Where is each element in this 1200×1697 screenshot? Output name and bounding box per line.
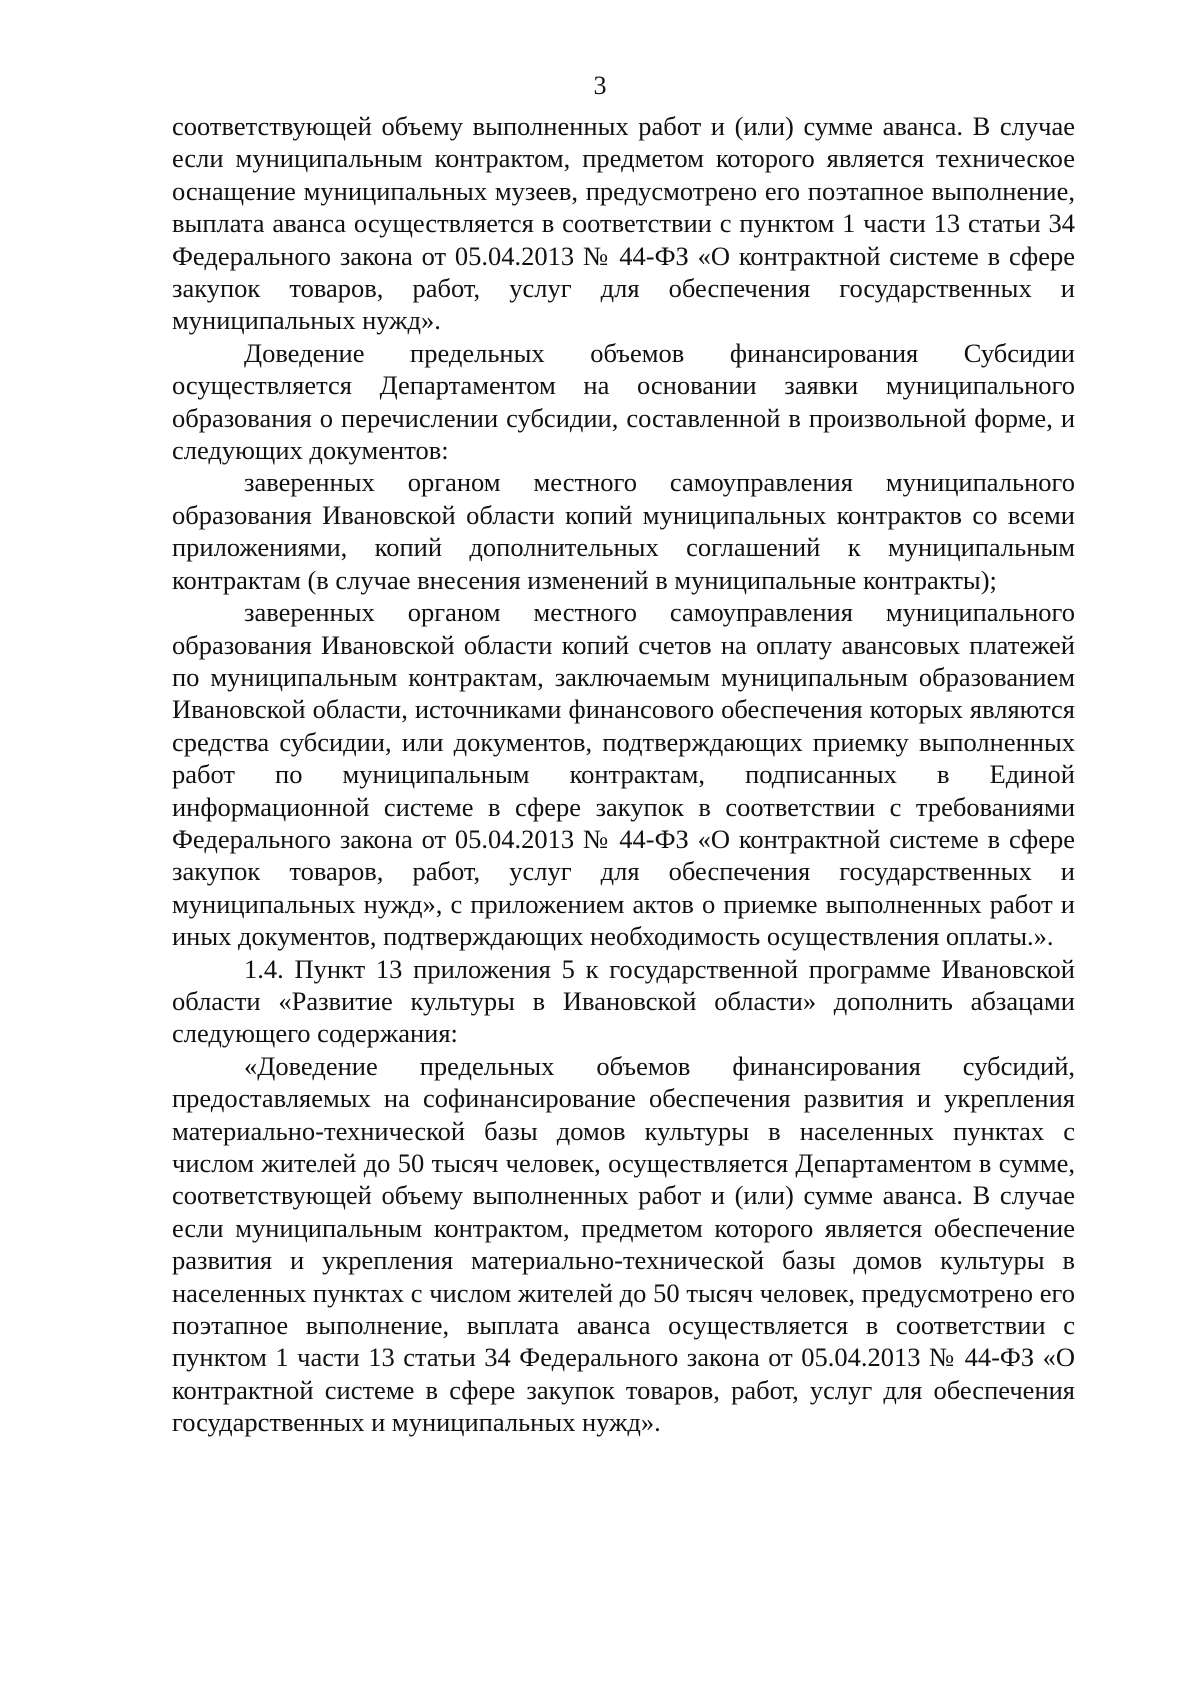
paragraph-culture-houses: «Доведение предельных объемов финансирования субсидий, предоставляемых на софинансирование обеспечения развития и укрепления материально-технической базы домов культуры в населенных пунктах с числом жителей до 50 тысяч человек, осуществляется Департаментом в сумме, соответствующей объему выполненных работ и (или) сумме аванса. В случае если муниципальным контрактом, предметом которого является обеспечение развития и укрепления материально-технической базы домов культуры в населенных пунктах с числом жителей до 50 тысяч человек, предусмотрено его поэтапное выполнение, выплата аванса осуществляется в соответствии с пунктом 1 части 13 статьи 34 Федерального закона от 05.04.2013 № 44-ФЗ «О контрактной системе в сфере закупок товаров, работ, услуг для обеспечения государственных и муниципальных нужд».	[172, 1050, 1075, 1438]
document-body	[172, 110, 1075, 1439]
paragraph-limits-subsidy: Доведение предельных объемов финансирования Субсидии осуществляется Департаментом на основании заявки муниципального образования о перечислении субсидии, составленной в произвольной форме, и следующих документов:	[172, 337, 1075, 466]
paragraph-item-1-4: 1.4. Пункт 13 приложения 5 к государственной программе Ивановской области «Развитие культуры в Ивановской области» дополнить абзацами следующего содержания:	[172, 953, 1075, 1049]
paragraph-continuation: соответствующей объему выполненных работ и (или) сумме аванса. В случае если муниципальным контрактом, предметом которого является техническое оснащение муниципальных музеев, предусмотрено его поэтапное выполнение, выплата аванса осуществляется в соответствии с пунктом 1 части 13 статьи 34 Федерального закона от 05.04.2013 № 44-ФЗ «О контрактной системе в сфере закупок товаров, работ, услуг для обеспечения государственных и муниципальных нужд».	[172, 111, 1075, 336]
paragraph-invoice-copies: заверенных органом местного самоуправления муниципального образования Ивановской области копий счетов на оплату авансовых платежей по муниципальным контрактам, заключаемым муниципальным образованием Ивановской области, источниками финансового обеспечения которых являются средства субсидии, или документов, подтверждающих приемку выполненных работ по муниципальным контрактам, подписанных в Единой информационной системе в сфере закупок в соответствии с требованиями Федерального закона от 05.04.2013 № 44-ФЗ «О контрактной системе в сфере закупок товаров, работ, услуг для обеспечения государственных и муниципальных нужд», с приложением актов о приемке выполненных работ и иных документов, подтверждающих необходимость осуществления оплаты.».	[172, 597, 1075, 952]
paragraph-contract-copies: заверенных органом местного самоуправления муниципального образования Ивановской области копий муниципальных контрактов со всеми приложениями, копий дополнительных соглашений к муниципальным контрактам (в случае внесения изменений в муниципальные контракты);	[172, 467, 1075, 595]
page-number: 3	[593, 71, 607, 100]
